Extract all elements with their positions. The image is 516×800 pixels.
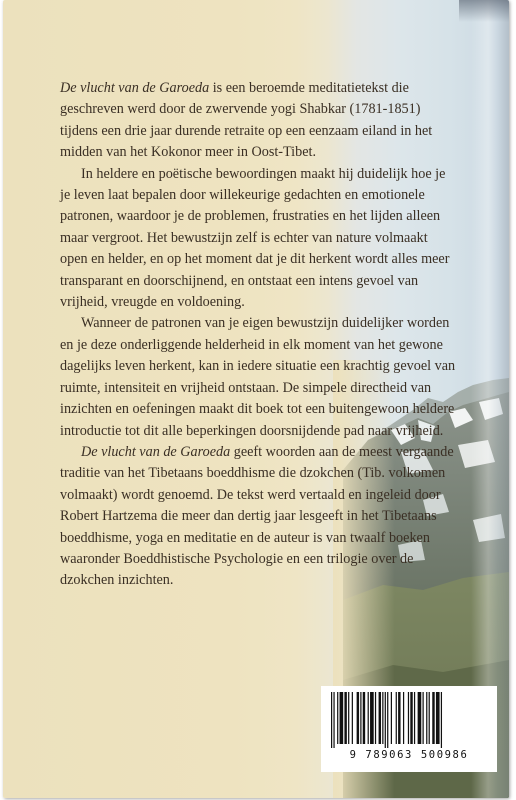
barcode-bar-11 [370, 692, 374, 744]
blurb-text-run: geeft woorden aan de meest vergaande traditie van het Tibetaans boeddhisme die dzokchen (Tib. volkomen volmaakt) wordt genoemd. De tekst werd vertaald en ingeleid door Robert Hartzema die meer dan dertig jaar lesgeeft in het Tibetaans boeddhisme, yoga en meditatie en de auteur is van twaalf boeken waaronder Boeddhistische Psychologie en een trilogie over de dzokchen inzichten. [60, 443, 454, 589]
barcode-bar-7 [357, 692, 359, 744]
barcode-bar-28 [432, 692, 434, 744]
barcode-bar-25 [423, 692, 424, 744]
barcode-bar-12 [375, 692, 376, 744]
barcode-bar-24 [418, 692, 422, 744]
barcode-image [329, 692, 489, 748]
barcode-bar-5 [348, 692, 349, 744]
barcode-bar-10 [368, 692, 369, 744]
isbn-digits: 9 789063 500986 [349, 749, 469, 761]
barcode-bar-13 [379, 692, 381, 744]
spine-edge [471, 0, 509, 798]
barcode-bar-9 [363, 692, 365, 744]
cover-top-edge [459, 0, 509, 22]
barcode-bar-6 [352, 692, 353, 744]
barcode-bar-23 [414, 692, 415, 744]
blurb-paragraph [60, 313, 458, 441]
barcode-bar-15 [385, 692, 386, 748]
barcode-bar-14 [382, 692, 383, 744]
barcode-bar-8 [360, 692, 361, 744]
back-cover-blurb [60, 78, 458, 592]
blurb-text-run: Wanneer de patronen van je eigen bewustzijn duidelijker worden en je deze onderliggende helderheid in elk moment van het gewone dagelijks leven herkent, kan in iedere situatie een krachtig gevoel van ruimte, intensiteit en vrijheid ontstaan. De simpele directheid van inzichten en oefeningen maakt dit boek tot een buitengewoon heldere introductie tot dit alle beperkingen doorsnijdende pad naar vrijheid. [60, 315, 456, 439]
barcode-bar-18 [396, 692, 397, 744]
back-cover [3, 0, 509, 798]
blurb-text-run: is een beroemde meditatietekst die geschreven werd door de zwervende yogi Shabkar (1781-1851) tijdens een drie jaar durende retraite op een eenzaam eiland in het midden van het Kokonor meer in Oost-Tibet. [60, 80, 433, 161]
barcode-bar-26 [426, 692, 427, 744]
barcode-bar-16 [387, 692, 388, 748]
isbn-barcode-panel [321, 686, 497, 772]
book-title-italic: De vlucht van de Garoeda [81, 443, 231, 460]
barcode-bar-1 [333, 692, 334, 748]
barcode-bar-21 [408, 692, 409, 744]
blurb-paragraph [60, 442, 458, 592]
blurb-paragraph [60, 164, 458, 314]
barcode-bar-22 [410, 692, 412, 744]
barcode-bar-19 [398, 692, 400, 744]
barcode-bar-0 [331, 692, 332, 748]
barcode-bar-4 [344, 692, 346, 744]
barcode-bar-20 [403, 692, 404, 744]
blurb-text-run: In heldere en poëtische bewoordingen maakt hij duidelijk hoe je je leven laat bepalen door willekeurige gedachten en emotionele patronen, waardoor je de problemen, frustraties en het lijden alleen maar vergroot. Het bewustzijn zelf is echter van nature volmaakt open en helder, en op het moment dat je dit herkent wordt alles meer transparant en doorschijnend, en ontstaat een intens gevoel van vrijheid, vreugde en voldoening. [60, 165, 450, 311]
book-title-italic: De vlucht van de Garoeda [60, 80, 210, 96]
barcode-bar-30 [441, 692, 442, 748]
blurb-paragraph [60, 78, 458, 164]
barcode-bar-29 [436, 692, 440, 744]
barcode-bar-2 [337, 692, 338, 744]
barcode-bar-17 [391, 692, 392, 744]
barcode-bar-27 [429, 692, 430, 744]
barcode-bar-3 [340, 692, 344, 744]
